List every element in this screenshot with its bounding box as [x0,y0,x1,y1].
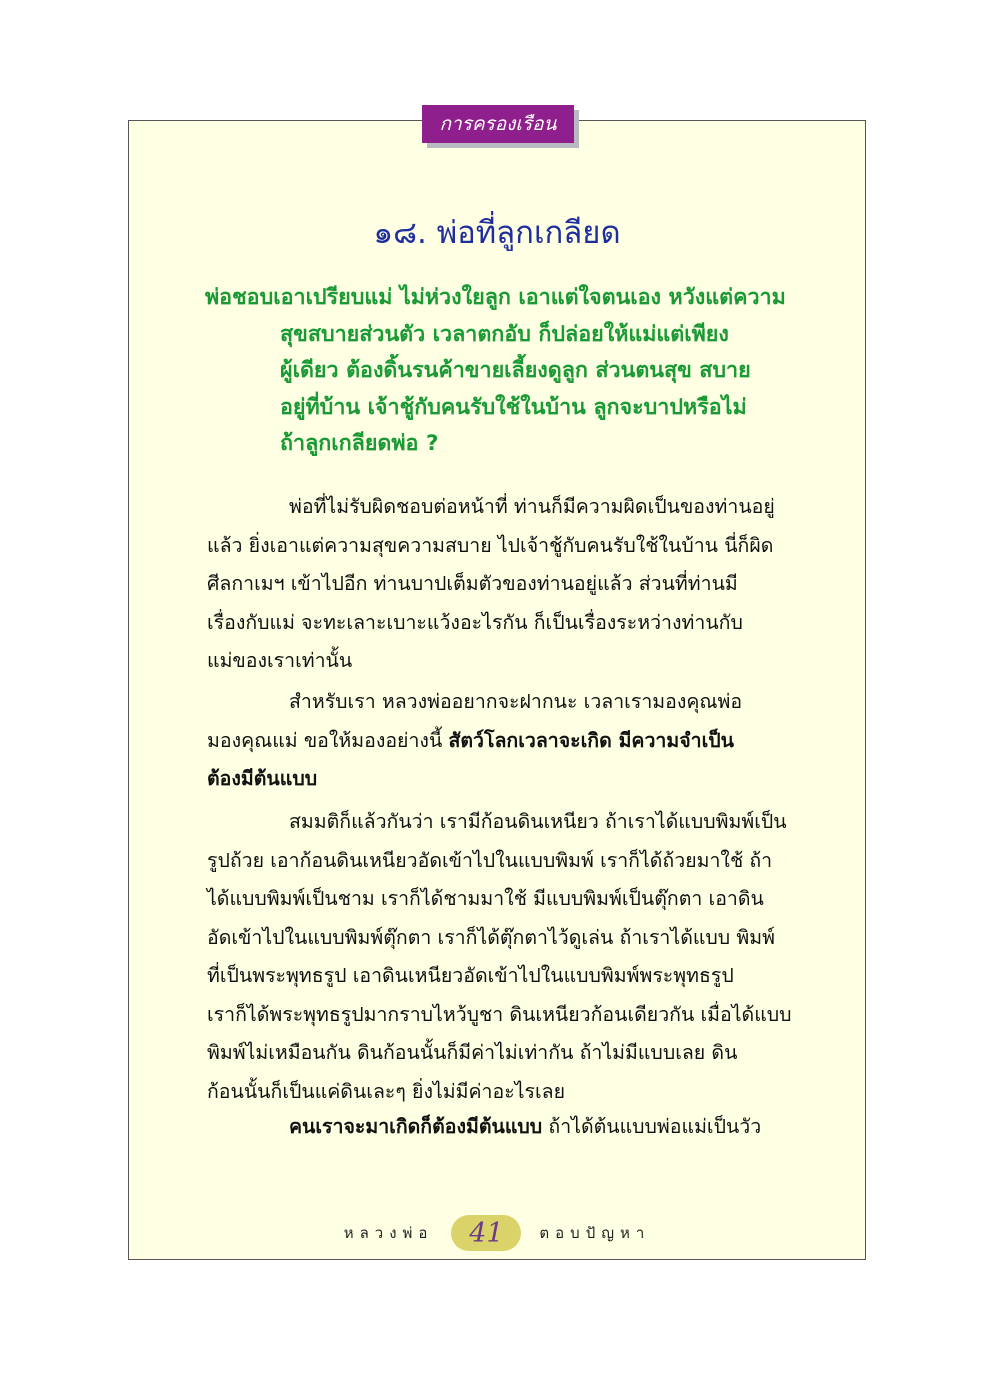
paragraph-line: ได้แบบพิมพ์เป็นชาม เราก็ได้ชามมาใช้ มีแบบพิมพ์เป็นตุ๊กตา เอาดิน [207,887,764,910]
paragraph-line: แม่ของเราเท่านั้น [207,649,353,672]
paragraph-line: ก้อนนั้นก็เป็นแค่ดินเละๆ ยิ่งไม่มีค่าอะไรเลย [207,1079,566,1103]
emphasis-text: คนเราจะมาเกิดก็ต้องมีต้นแบบ [289,1115,543,1138]
paragraph-line: ศีลกาเมฯ เข้าไปอีก ท่านบาปเต็มตัวของท่านอยู่แล้ว ส่วนที่ท่านมี [207,572,738,595]
question-line: อยู่ที่บ้าน เจ้าชู้กับคนรับใช้ในบ้าน ลูกจะบาปหรือไม่ [280,394,747,420]
paragraph-line: แล้ว ยิ่งเอาแต่ความสุขความสบาย ไปเจ้าชู้กับคนรับใช้ในบ้าน นี่ก็ผิด [207,533,774,557]
paragraph-line: รูปถ้วย เอาก้อนดินเหนียวอัดเข้าไปในแบบพิมพ์ เราก็ได้ถ้วยมาใช้ ถ้า [207,848,773,872]
paragraph-line [207,1108,792,1147]
emphasis-text: ต้องมีต้นแบบ [207,767,318,790]
question-block [205,280,793,463]
question-line: สุขสบายส่วนตัว เวลาตกอับ ก็ปล่อยให้แม่แต่เพียง [280,321,729,347]
question-line: ถ้าลูกเกลียดพ่อ ? [280,431,439,456]
answer-paragraph-4 [207,1108,792,1147]
paragraph-line [207,722,792,761]
section-label: การครองเรือน [422,105,574,143]
plain-text: ถ้าได้ต้นแบบพ่อแม่เป็นวัว [542,1115,762,1138]
paragraph-line: ที่เป็นพระพุทธรูป เอาดินเหนียวอัดเข้าไปในแบบพิมพ์พระพุทธรูป [207,964,734,987]
paragraph-line: สำหรับเรา หลวงพ่ออยากจะฝากนะ เวลาเรามองคุณพ่อ [289,690,743,713]
answer-paragraph-1 [207,488,792,681]
emphasis-text: สัตว์โลกเวลาจะเกิด มีความจำเป็น [448,728,734,752]
chapter-title: ๑๘. พ่อที่ลูกเกลียด [373,215,621,251]
question-line: พ่อชอบเอาเปรียบแม่ ไม่ห่วงใยลูก เอาแต่ใจตนเอง หวังแต่ความ [205,285,786,310]
paragraph-line: พ่อที่ไม่รับผิดชอบต่อหน้าที่ ท่านก็มีความผิดเป็นของท่านอยู่ [289,495,775,518]
paragraph-line: สมมติก็แล้วกันว่า เรามีก้อนดินเหนียว ถ้าเราได้แบบพิมพ์เป็น [289,810,787,833]
paragraph-line: เราก็ได้พระพุทธรูปมากราบไหว้บูชา ดินเหนียวก้อนเดียวกัน เมื่อได้แบบ [207,1002,792,1026]
question-line: ผู้เดียว ต้องดิ้นรนค้าขายเลี้ยงดูลูก ส่วนตนสุข สบาย [280,358,751,383]
answer-paragraph-3 [207,803,792,1111]
paragraph-line: เรื่องกับแม่ จะทะเลาะเบาะแว้งอะไรกัน ก็เป็นเรื่องระหว่างท่านกับ [207,610,743,634]
answer-paragraph-2 [207,683,792,799]
plain-text: มองคุณแม่ ขอให้มองอย่างนี้ [207,728,449,752]
paragraph-line [207,760,792,799]
footer-book-title-left: หลวงพ่อ [343,1224,434,1242]
paragraph-line: อัดเข้าไปในแบบพิมพ์ตุ๊กตา เราก็ได้ตุ๊กตาไว้ดูเล่น ถ้าเราได้แบบ พิมพ์ [207,925,775,949]
footer-book-title-right: ตอบปัญหา [539,1224,651,1242]
paragraph-line: พิมพ์ไม่เหมือนกัน ดินก้อนนั้นก็มีค่าไม่เท่ากัน ถ้าไม่มีแบบเลย ดิน [207,1041,738,1064]
page-number: 41 [451,1215,521,1251]
page-footer [128,1215,866,1251]
